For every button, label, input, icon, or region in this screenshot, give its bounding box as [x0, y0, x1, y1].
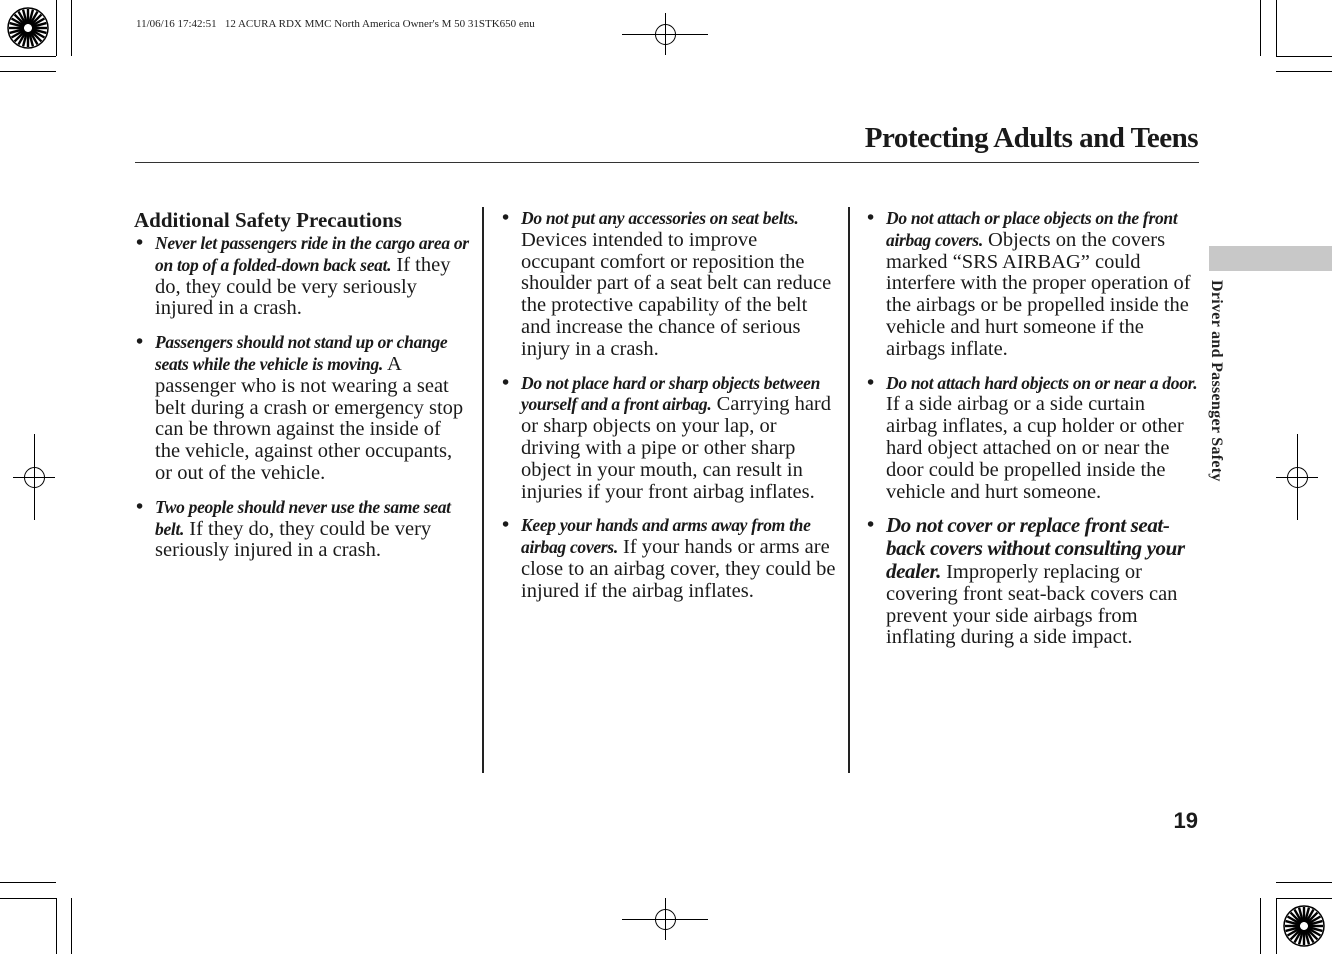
bullet-body: Carrying hard or sharp objects on your lap, or driving with a pipe or other sharp object in your mouth, can result in injuries if your front airbag inflates.	[521, 393, 831, 503]
column-2	[500, 208, 836, 615]
bullet-icon: •	[502, 514, 510, 537]
side-tab-label: Driver and Passenger Safety	[1208, 280, 1225, 482]
bullet-icon: •	[136, 495, 144, 518]
bullet-icon: •	[502, 207, 510, 229]
list-item	[134, 332, 470, 485]
list-item	[865, 208, 1199, 361]
list-item	[500, 515, 836, 602]
page-title: Protecting Adults and Teens	[864, 122, 1198, 154]
bullet-icon: •	[136, 331, 144, 354]
column-divider	[482, 207, 484, 773]
bullet-lead: Two people should never use the same seat belt.	[155, 496, 451, 539]
bullet-icon: •	[867, 207, 875, 229]
bullet-lead: Do not put any accessories on seat belts.	[521, 208, 799, 228]
column-3	[865, 208, 1199, 661]
bullet-lead: Do not attach hard objects on or near a door.	[886, 372, 1198, 393]
bullet-body: Objects on the covers marked “SRS AIRBAG” could interfere with the proper operation of the airbags or be propelled inside the vehicle and hurt someone if the airbags inflate.	[886, 228, 1191, 360]
bullet-body: If your hands or arms are close to an airbag cover, they could be injured if the airbag inflates.	[521, 536, 836, 602]
list-item	[865, 515, 1199, 649]
bullet-icon: •	[867, 514, 875, 537]
list-item	[134, 233, 470, 320]
bullet-icon: •	[867, 371, 875, 394]
bullet-body: If they do, they could be very seriously injured in a crash.	[155, 253, 451, 320]
bullet-lead: Do not attach or place objects on the front airbag covers.	[886, 208, 1178, 250]
column-divider	[848, 207, 850, 773]
bullet-body: A passenger who is not wearing a seat belt during a crash or emergency stop can be thrown against the inside of the vehicle, against other occupants, or out of the vehicle.	[155, 352, 464, 484]
bullet-lead: Keep your hands and arms away from the airbag covers.	[521, 515, 811, 558]
bullet-body: If a side airbag or a side curtain airbag inflates, a cup holder or other hard object attached on or near the door could be propelled inside the vehicle and hurt someone.	[886, 393, 1184, 503]
sunburst-registration-icon	[1282, 904, 1326, 948]
page-number: 19	[1173, 808, 1198, 833]
bullet-icon: •	[502, 371, 510, 394]
side-tab	[1209, 246, 1332, 271]
bullet-body: If they do, they could be very seriously injured in a crash.	[155, 517, 432, 562]
sunburst-registration-icon	[6, 6, 50, 50]
bullet-body: Improperly replacing or covering front seat-back covers can prevent your side airbags from inflating during a side impact.	[886, 560, 1178, 649]
bullet-lead: Passengers should not stand up or change seats while the vehicle is moving.	[155, 332, 448, 374]
print-info: 11/06/16 17:42:51 12 ACURA RDX MMC North America Owner's M 50 31STK650 enu	[136, 18, 535, 30]
bullet-icon: •	[136, 232, 144, 254]
list-item	[500, 373, 836, 504]
bullet-lead: Never let passengers ride in the cargo area or on top of a folded-down back seat.	[155, 233, 469, 275]
section-heading: Additional Safety Precautions	[134, 208, 402, 232]
list-item	[134, 497, 470, 562]
bullet-body: Devices intended to improve occupant comfort or reposition the shoulder part of a seat belt can reduce the protective capability of the belt and increase the chance of serious injury in a crash.	[521, 228, 832, 360]
bullet-lead: Do not place hard or sharp objects between yourself and a front airbag.	[521, 372, 820, 415]
column-1	[134, 208, 470, 574]
title-rule	[135, 162, 1199, 163]
bullet-lead: Do not cover or replace front seat-back covers without consulting your dealer.	[886, 513, 1185, 583]
list-item	[500, 208, 836, 361]
list-item	[865, 373, 1199, 504]
